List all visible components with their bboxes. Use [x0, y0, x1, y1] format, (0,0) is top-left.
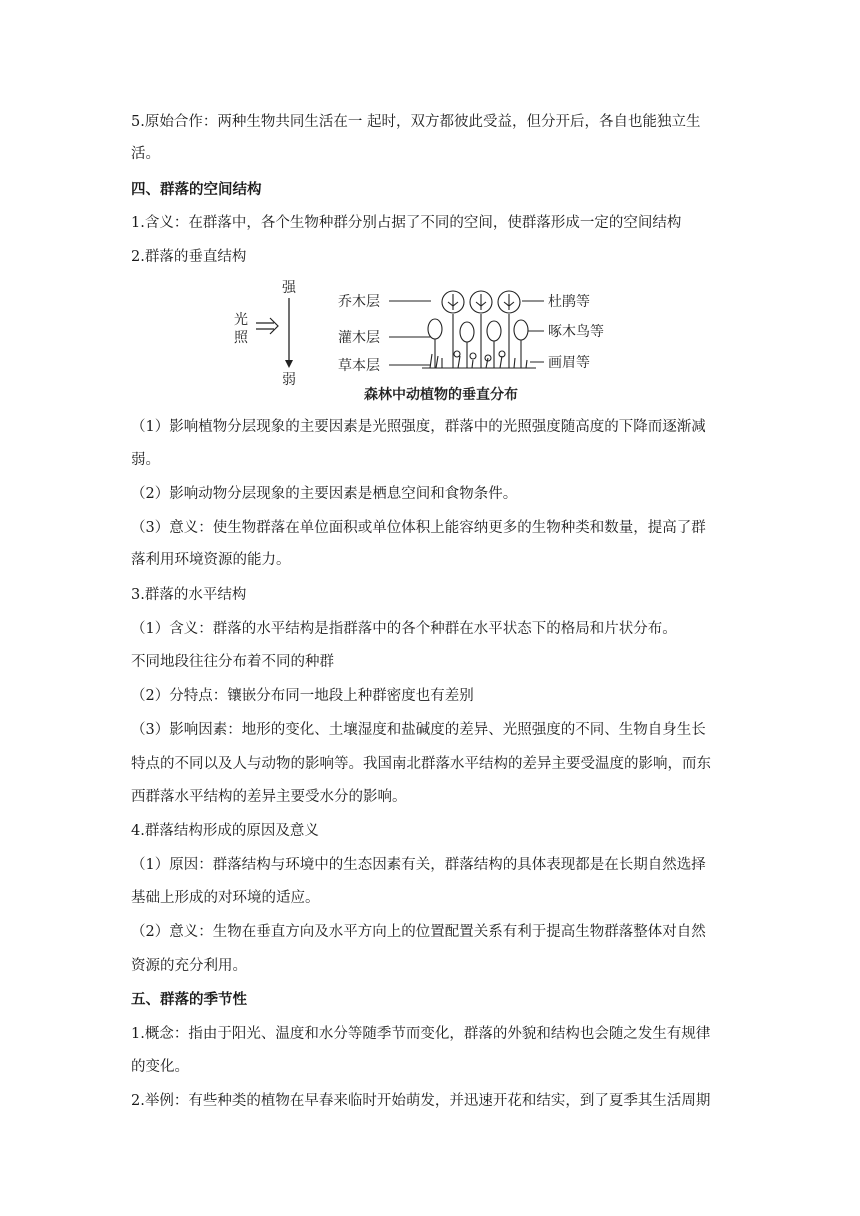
paragraph-line: 5.原始合作：两种生物共同生活在一 起时，双方都彼此受益，但分开后，各自也能独立生 — [131, 114, 701, 130]
paragraph-line: （1）含义：群落的水平结构是指群落中的各个种群在水平状态下的格局和片状分布。 — [131, 621, 677, 637]
paragraph-line: 特点的不同以及人与动物的影响等。我国南北群落水平结构的差异主要受温度的影响，而东 — [131, 756, 711, 772]
paragraph-line: （2）影响动物分层现象的主要因素是栖息空间和食物条件。 — [131, 486, 518, 502]
double-arrow-icon — [256, 318, 278, 334]
paragraph-line: （1）影响植物分层现象的主要因素是光照强度，群落中的光照强度随高度的下降而逐渐减 — [131, 419, 706, 435]
section-heading: 五、群落的季节性 — [131, 992, 247, 1008]
paragraph-line: 2.举例：有些种类的植物在早春来临时开始萌发，并迅速开花和结实，到了夏季其生活周期 — [131, 1093, 711, 1109]
stratification-diagram — [226, 276, 636, 408]
shrub-layer-label: 灌木层 — [338, 330, 380, 346]
paragraph-line: 西群落水平结构的差异主要受水分的影响。 — [131, 789, 407, 805]
herb-layer-label: 草本层 — [338, 358, 380, 374]
paragraph-line: 活。 — [131, 146, 160, 162]
paragraph-line: 3.群落的水平结构 — [131, 587, 247, 603]
paragraph-line: 4.群落结构形成的原因及意义 — [131, 823, 319, 839]
paragraph-line: 1.概念：指由于阳光、温度和水分等随季节而变化，群落的外貌和结构也会随之发生有规律 — [131, 1026, 711, 1042]
paragraph-line: 1.含义：在群落中，各个生物种群分别占据了不同的空间，使群落形成一定的空间结构 — [131, 215, 682, 231]
paragraph-line: 的变化。 — [131, 1059, 189, 1075]
paragraph-line: （2）分特点：镶嵌分布同一地段上种群密度也有差别 — [131, 688, 474, 704]
paragraph-line: （3）影响因素：地形的变化、土壤湿度和盐碱度的差异、光照强度的不同、生物自身生长 — [131, 722, 706, 738]
paragraph-line: 不同地段往往分布着不同的种群 — [131, 654, 334, 670]
cuckoo-label: 杜鹃等 — [548, 294, 590, 310]
section-heading: 四、群落的空间结构 — [131, 182, 262, 198]
arrow-head — [285, 360, 293, 368]
figure-caption: 森林中动植物的垂直分布 — [364, 387, 518, 403]
tree-layer-label: 乔木层 — [338, 294, 380, 310]
paragraph-line: （1）原因：群落结构与环境中的生态因素有关，群落结构的具体表现都是在长期自然选择 — [131, 857, 706, 873]
vertical-structure-figure — [226, 276, 636, 408]
thrush-label: 画眉等 — [548, 355, 590, 371]
paragraph-line: 落利用环境资源的能力。 — [131, 552, 291, 568]
paragraph-line: 基础上形成的对环境的适应。 — [131, 890, 320, 906]
paragraph-line: 2.群落的垂直结构 — [131, 249, 247, 265]
weak-label: 弱 — [282, 372, 296, 388]
light-label-2: 照 — [234, 330, 248, 346]
paragraph-line: （2）意义：生物在垂直方向及水平方向上的位置配置关系有利于提高生物群落整体对自然 — [131, 924, 706, 940]
paragraph-line: （3）意义：使生物群落在单位面积或单位体积上能容纳更多的生物种类和数量，提高了群 — [131, 520, 706, 536]
light-label: 光 — [234, 312, 248, 328]
woodpecker-label: 啄木鸟等 — [548, 324, 604, 340]
strong-label: 强 — [282, 280, 296, 296]
paragraph-line: 资源的充分利用。 — [131, 958, 247, 974]
tree-illustration — [422, 291, 536, 368]
paragraph-line: 弱。 — [131, 452, 160, 468]
